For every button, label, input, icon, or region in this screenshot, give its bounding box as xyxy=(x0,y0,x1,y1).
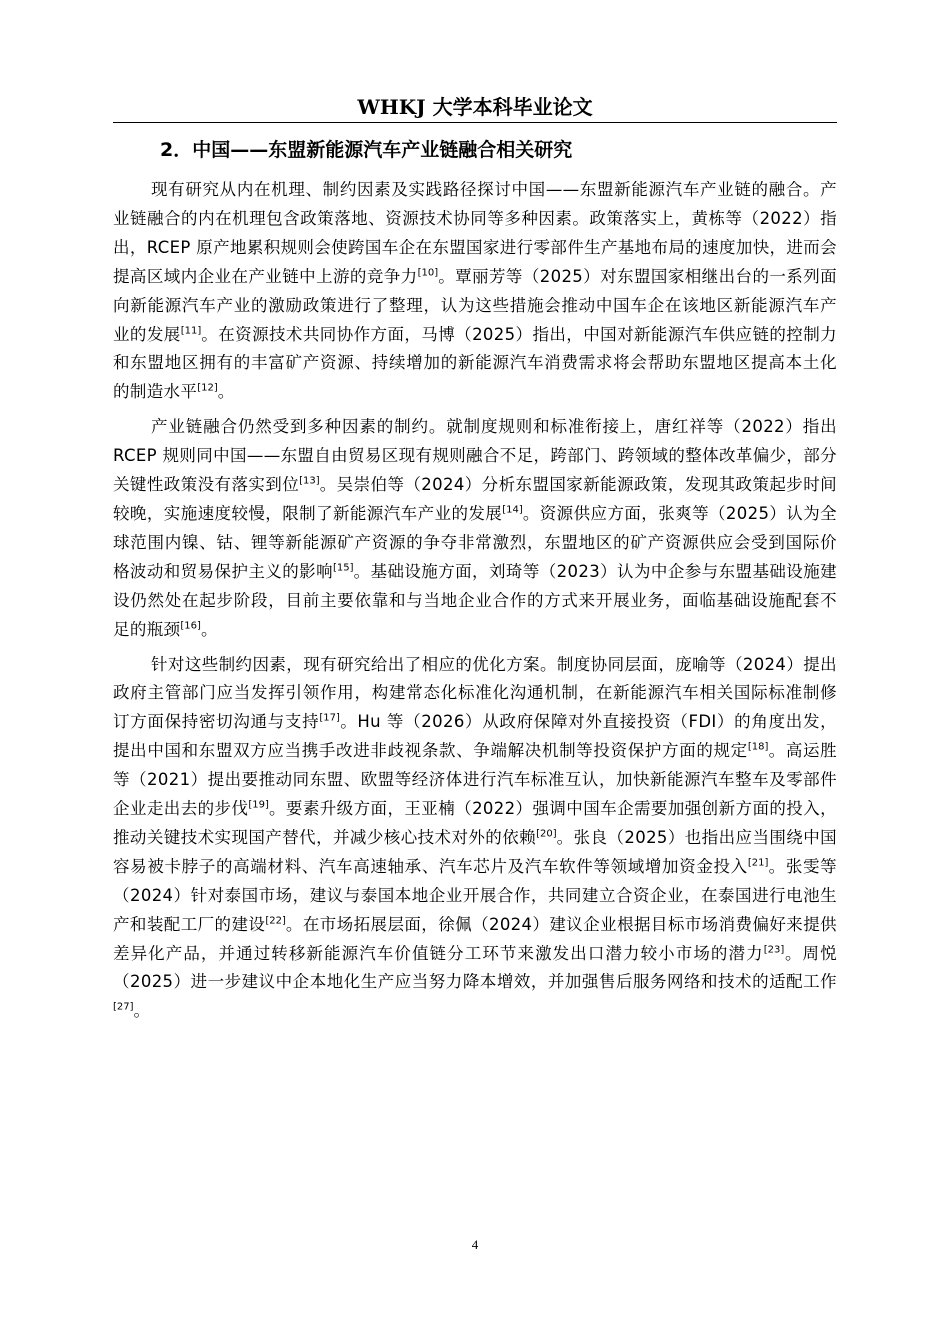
citation-ref: [27] xyxy=(113,1001,134,1013)
citation-ref: [16] xyxy=(180,620,201,632)
citation-ref: [12] xyxy=(197,382,218,394)
citation-ref: [23] xyxy=(763,944,785,956)
paragraph-2 xyxy=(113,413,837,644)
paragraph-3 xyxy=(113,651,837,1027)
citation-ref: [11] xyxy=(180,325,202,337)
paragraph-text-run: 针对这些制约因素，现有研究给出了相应的优化方案。制度协同层面，庞喻等（2024）提出政府主管部门应当发挥引领作用，构建常态化标准化沟通机制，在新能源汽车相关国际标准制修订方面保持密切沟通与支持 xyxy=(113,654,837,732)
citation-ref: [19] xyxy=(248,799,269,811)
page-header-title: WHKJ 大学本科毕业论文 xyxy=(357,95,593,119)
paragraph-text-run: 。Hu 等（2026）从政府保障对外直接投资（FDI）的角度出发，提出中国和东盟双方应当携手改进非歧视条款、争端解决机制等投资保护方面的规定 xyxy=(113,712,837,761)
paragraph-text-run: 。基础设施方面，刘琦等（2023）认为中企参与东盟基础设施建设仍然处在起步阶段，目前主要依靠和与当地企业合作的方式来开展业务，面临基础设施配套不足的瓶颈 xyxy=(113,561,837,639)
paragraph-text-run: 。张良（2025）也指出应当围绕中国容易被卡脖子的高端材料、汽车高速轴承、汽车芯片及汽车软件等领域增加资金投入 xyxy=(113,827,837,876)
citation-ref: [13] xyxy=(299,475,320,487)
citation-ref: [20] xyxy=(536,828,557,840)
paragraph-text-run: 。 xyxy=(200,619,218,639)
citation-ref: [21] xyxy=(747,857,769,869)
paragraph-text-run: 。要素升级方面，王亚楠（2022）强调中国车企需要加强创新方面的投入，推动关键技术实现国产替代，并减少核心技术对外的依赖 xyxy=(113,799,837,847)
page-number: 4 xyxy=(471,1237,479,1252)
section-heading: 2．中国——东盟新能源汽车产业链融合相关研究 xyxy=(160,139,573,161)
paragraph-text-run: 。在市场拓展层面，徐佩（2024）建议企业根据目标市场消费偏好来提供差异化产品，并通过转移新能源汽车价值链分工环节来激发出口潜力较小市场的潜力 xyxy=(113,914,837,963)
paragraph-text-run: 。张雯等（2024）针对泰国市场，建议与泰国本地企业开展合作，共同建立合资企业，在泰国进行电池生产和装配工厂的建设 xyxy=(113,856,838,934)
header-divider xyxy=(113,122,837,123)
paragraph-text-run: 。 xyxy=(133,1001,151,1021)
paragraph-text-run: 。在资源技术共同协作方面，马博（2025）指出，中国对新能源汽车供应链的控制力和东盟地区拥有的丰富矿产资源、持续增加的新能源汽车消费需求将会帮助东盟地区提高本土化的制造水平 xyxy=(113,324,837,402)
citation-ref: [10] xyxy=(417,267,439,279)
citation-ref: [22] xyxy=(265,915,286,927)
citation-ref: [14] xyxy=(502,504,523,516)
paragraph-text-run: 。周悦（2025）进一步建议中企本地化生产应当努力降本增效，并加强售后服务网络和技术的适配工作 xyxy=(113,943,837,992)
paragraph-text-run: 。吴崇伯等（2024）分析东盟国家新能源政策，发现其政策起步时间较晚，实施速度较慢，限制了新能源汽车产业的发展 xyxy=(113,475,837,523)
paragraph-text-run: 。高运胜等（2021）提出要推动同东盟、欧盟等经济体进行汽车标准互认，加快新能源汽车整车及零部件企业走出去的步伐 xyxy=(113,741,838,819)
paragraph-text-run: 。覃丽芳等（2025）对东盟国家相继出台的一系列面向新能源汽车产业的激励政策进行了整理，认为这些措施会推动中国车企在该地区新能源汽车产业的发展 xyxy=(113,266,837,344)
paragraph-1 xyxy=(113,176,837,407)
paragraph-text-run: 。资源供应方面，张爽等（2025）认为全球范围内镍、钴、锂等新能源矿产资源的争夺非常激烈，东盟地区的矿产资源供应会受到国际价格波动和贸易保护主义的影响 xyxy=(113,503,837,581)
paragraph-text-run: 产业链融合仍然受到多种因素的制约。就制度规则和标准衔接上，唐红祥等（2022）指出 RCEP 规则同中国——东盟自由贸易区现有规则融合不足，跨部门、跨领域的整体改革偏少，部分关键性政策没有落实到位 xyxy=(113,417,837,495)
citation-ref: [17] xyxy=(319,712,340,724)
citation-ref: [18] xyxy=(747,741,769,753)
body-text xyxy=(113,176,837,1032)
paragraph-text-run: 现有研究从内在机理、制约因素及实践路径探讨中国——东盟新能源汽车产业链的融合。产业链融合的内在机理包含政策落地、资源技术协同等多种因素。政策落实上，黄栋等（2022）指出，RCEP 原产地累积规则会使跨国车企在东盟国家进行零部件生产基地布局的速度加快，进而会提高区域内企业在产业链中上游的竞争力 xyxy=(113,180,837,286)
citation-ref: [15] xyxy=(333,562,354,574)
paragraph-text-run: 。 xyxy=(217,382,235,402)
